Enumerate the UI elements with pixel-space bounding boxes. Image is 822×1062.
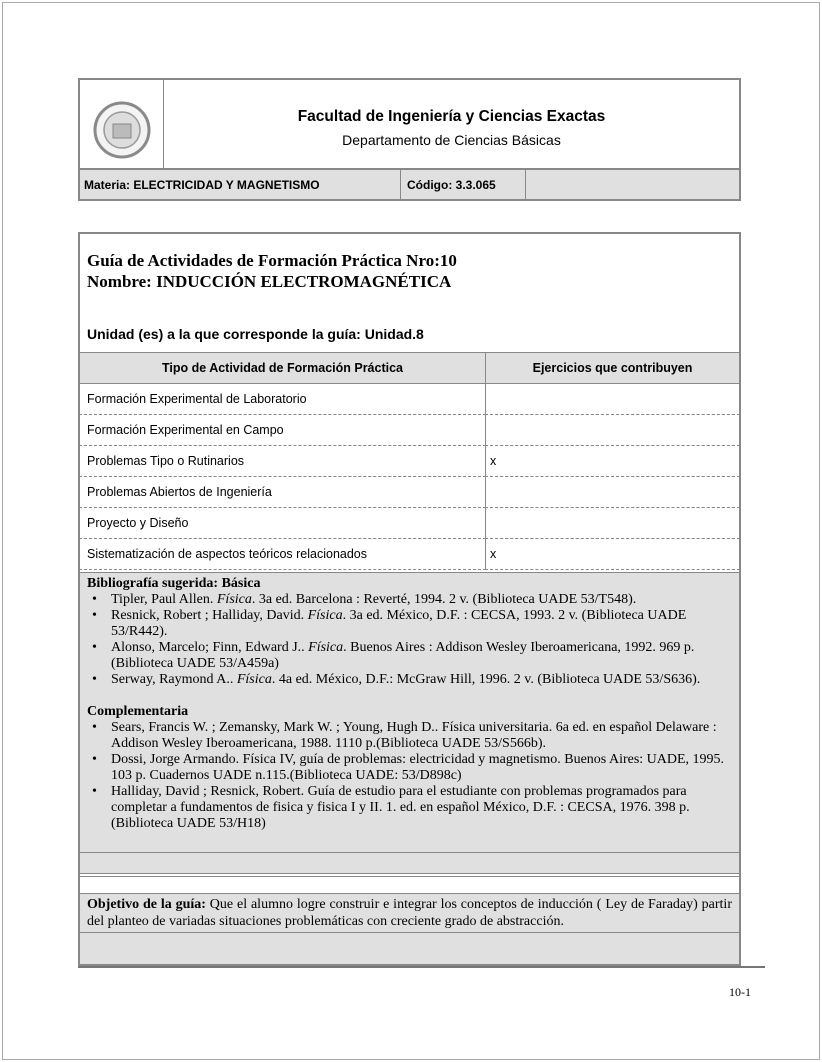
objective-cell: [79, 893, 740, 933]
objective-label: Objetivo de la guía:: [87, 897, 206, 912]
bibliography-item: • Tipler, Paul Allen. Física. 3a ed. Barcelona : Reverté, 1994. 2 v. (Biblioteca UADE 53/T548).: [87, 592, 732, 608]
logo-cell: [79, 79, 164, 169]
bibliography-item: • Sears, Francis W. ; Zemansky, Mark W. ; Young, Hugh D.. Física universitaria. 6a ed. en español Delaware : Addison Wesley Iberoamericana, 1988. 1110 p.(Biblioteca UADE 53/S566b).: [87, 720, 732, 752]
table-row-mark: [485, 414, 740, 446]
guide-title: Guía de Actividades de Formación Práctica Nro:10: [87, 251, 457, 270]
bibliography-section: Bibliografía sugerida: Básica • Tipler, Paul Allen. Física. 3a ed. Barcelona : Reverté, 1994. 2 v. (Biblioteca UADE 53/T548). • Resnick, Robert ; Halliday, David. Física. 3a ed. México, D.F. : CECSA, 1993. 2 v. (Biblioteca UADE 53/R442). • Alonso, Marcelo; Finn, Edward J.. Física. Buenos Aires : Addison Wesley Iberoamericana, 1992. 969 p. (Biblioteca UADE 53/A459a) • Serway, Raymond A.. Física. 4a ed. México, D.F.: McGraw Hill, 1996. 2 v. (Biblioteca UADE 53/S636). Complementaria • Sears, Francis W. ; Zemansky, Mark W. ; Young, Hugh D.. Física universitaria. 6a ed. en español Delaware : Addison Wesley Iberoamericana, 1988. 1110 p.(Biblioteca UADE 53/S566b). • Dossi, Jorge Armando. Física IV, guía de problemas: electricidad y magnetismo. Buenos Aires: UADE, 1995. 103 p. Cuadernos UADE n.115.(Biblioteca UADE: 53/D898c) • Halliday, David ; Resnick, Robert. Guía de estudio para el estudiante con problemas programados para completar a fundamentos de fisica y fisica I y II. 1. ed. en español México, D.F. : CECSA, 1976. 398 p. (Biblioteca UADE 53/H18): [79, 572, 740, 853]
guide-unit: Unidad (es) a la que corresponde la guía: Unidad.8: [87, 326, 424, 342]
bibliography-label: Bibliografía sugerida: [87, 576, 214, 591]
guide-title-block: [87, 250, 457, 292]
table-row-activity: Sistematización de aspectos teóricos relacionados: [79, 538, 486, 570]
objective-text: Que el alumno logre construir e integrar los conceptos de inducción ( Ley de Faraday) partir del planteo de variadas situaciones problemáticas con creciente grado de abstracción.: [87, 897, 732, 929]
department-name: Departamento de Ciencias Básicas: [342, 132, 561, 148]
table-row-mark: [485, 476, 740, 508]
table-row-mark: x: [485, 445, 740, 477]
page-number: 10-1: [729, 985, 751, 999]
bibliography-item: • Resnick, Robert ; Halliday, David. Física. 3a ed. México, D.F. : CECSA, 1993. 2 v. (Biblioteca UADE 53/R442).: [87, 608, 732, 640]
bibliography-item: • Alonso, Marcelo; Finn, Edward J.. Física. Buenos Aires : Addison Wesley Iberoamericana, 1992. 969 p. (Biblioteca UADE 53/A459a): [87, 640, 732, 672]
table-row-activity: Formación Experimental de Laboratorio: [79, 383, 486, 415]
complementary-label: Complementaria: [87, 704, 189, 719]
empty-row: [79, 852, 740, 874]
table-row-mark: [485, 383, 740, 415]
basic-bibliography-list: [87, 592, 732, 688]
footer-rule: [78, 966, 765, 968]
faculty-name: Facultad de Ingeniería y Ciencias Exactas: [297, 108, 606, 125]
guide-name: Nombre: INDUCCIÓN ELECTROMAGNÉTICA: [87, 272, 452, 291]
bibliography-item: • Halliday, David ; Resnick, Robert. Guía de estudio para el estudiante con problemas programados para completar a fundamentos de fisica y fisica I y II. 1. ed. en español México, D.F. : CECSA, 1976. 398 p. (Biblioteca UADE 53/H18): [87, 784, 732, 832]
table-row-activity: Formación Experimental en Campo: [79, 414, 486, 446]
table-row-mark: [485, 507, 740, 539]
header-title-cell: [163, 79, 740, 169]
table-row-activity: Problemas Abiertos de Ingeniería: [79, 476, 486, 508]
table-row-activity: Proyecto y Diseño: [79, 507, 486, 539]
table-row-mark: x: [485, 538, 740, 570]
bibliography-item: • Dossi, Jorge Armando. Física IV, guía de problemas: electricidad y magnetismo. Buenos Aires: UADE, 1995. 103 p. Cuadernos UADE n.115.(Biblioteca UADE: 53/D898c): [87, 752, 732, 784]
codigo-cell: Código: 3.3.065: [400, 169, 526, 200]
bibliography-item: • Serway, Raymond A.. Física. 4a ed. México, D.F.: McGraw Hill, 1996. 2 v. (Biblioteca UADE 53/S636).: [87, 672, 732, 688]
empty-header-cell: [525, 169, 740, 200]
empty-row: [79, 932, 740, 965]
col-header-exercises: Ejercicios que contribuyen: [485, 352, 740, 384]
table-row-activity: Problemas Tipo o Rutinarios: [79, 445, 486, 477]
materia-cell: Materia: ELECTRICIDAD Y MAGNETISMO: [79, 169, 401, 200]
university-seal-logo: [80, 80, 163, 168]
basic-label: Básica: [221, 576, 261, 591]
complementary-bibliography-list: [87, 720, 732, 832]
col-header-activity: Tipo de Actividad de Formación Práctica: [79, 352, 486, 384]
empty-row: [79, 876, 740, 894]
